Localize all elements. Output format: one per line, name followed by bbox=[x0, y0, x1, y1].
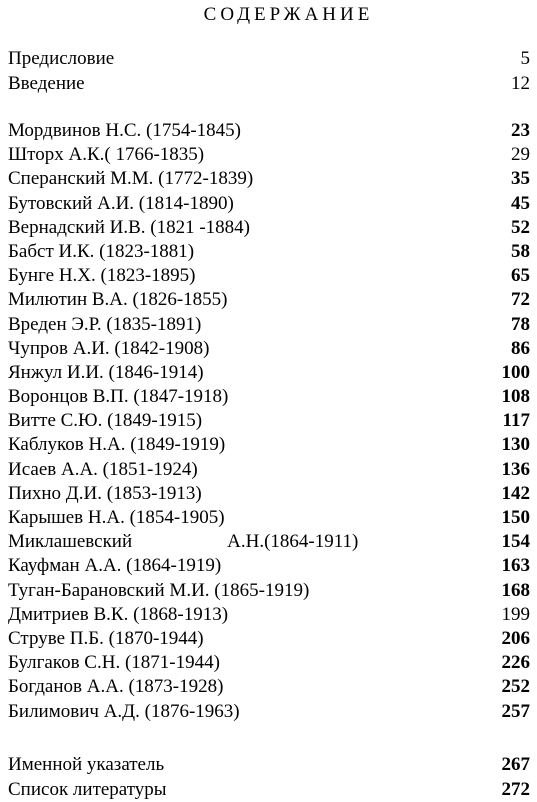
toc-entry-title: Список литературы bbox=[8, 779, 167, 800]
toc-row bbox=[8, 433, 530, 457]
toc-page-number: 267 bbox=[501, 754, 530, 775]
toc-entry-title: Именной указатель bbox=[8, 754, 165, 775]
toc-entry-title: Янжул И.И. (1846-1914) bbox=[8, 361, 204, 383]
toc-entry-title: Кауфман А.А. (1864-1919) bbox=[8, 555, 222, 577]
page-title: СОДЕРЖАНИЕ bbox=[203, 4, 374, 25]
toc-page-number: 136 bbox=[501, 458, 530, 480]
toc-row bbox=[8, 554, 530, 578]
toc-row bbox=[8, 579, 530, 603]
toc-entry-title: Предисловие bbox=[8, 48, 115, 69]
toc-row bbox=[8, 46, 530, 71]
toc-row bbox=[8, 264, 530, 288]
toc-page-number: 108 bbox=[501, 386, 530, 408]
toc-page-number: 150 bbox=[501, 507, 530, 528]
toc-page-number: 226 bbox=[501, 652, 530, 674]
toc-entry-title: Карышев Н.А. (1854-1905) bbox=[8, 507, 225, 528]
toc-entry-title: Исаев А.А. (1851-1924) bbox=[8, 458, 198, 480]
toc-row bbox=[8, 675, 530, 699]
toc-row bbox=[8, 288, 530, 312]
toc-entry-title: Каблуков Н.А. (1849-1919) bbox=[8, 434, 226, 456]
toc-entry-title: Бунге Н.Х. (1823-1895) bbox=[8, 265, 196, 287]
toc-row bbox=[8, 192, 530, 216]
toc-row bbox=[8, 482, 530, 506]
toc-entry-title: Вреден Э.Р. (1835-1891) bbox=[8, 313, 202, 335]
toc-row bbox=[8, 385, 530, 409]
toc-row bbox=[8, 143, 530, 167]
toc-row bbox=[8, 71, 530, 96]
toc-page-number: 58 bbox=[511, 240, 530, 262]
toc-entry-title: Богданов А.А. (1873-1928) bbox=[8, 676, 224, 698]
toc-row bbox=[8, 240, 530, 264]
toc-entry-title: Струве П.Б. (1870-1944) bbox=[8, 627, 204, 649]
toc-page-number: 65 bbox=[511, 265, 530, 287]
toc-row bbox=[8, 119, 530, 143]
toc-page-number: 168 bbox=[501, 579, 530, 601]
toc-page-number: 199 bbox=[501, 603, 530, 625]
toc-page-number: 5 bbox=[520, 48, 530, 69]
toc-row bbox=[8, 409, 530, 433]
toc-row bbox=[8, 603, 530, 627]
toc-row bbox=[8, 627, 530, 651]
toc-page-number: 206 bbox=[501, 627, 530, 649]
toc-page-number: 78 bbox=[511, 313, 530, 335]
toc-entry-title: Вернадский И.В. (1821 -1884) bbox=[8, 216, 250, 238]
toc-entries-list bbox=[8, 119, 530, 724]
toc-page-number: 142 bbox=[501, 482, 530, 504]
toc-page-number: 117 bbox=[502, 410, 530, 432]
toc-page-number: 130 bbox=[501, 434, 530, 456]
toc-page-number: 35 bbox=[511, 168, 530, 190]
toc-entry-title: Дмитриев В.К. (1868-1913) bbox=[8, 603, 229, 625]
toc-entry-title: Булгаков С.Н. (1871-1944) bbox=[8, 652, 220, 674]
toc-entry-title: Бутовский А.И. (1814-1890) bbox=[8, 192, 234, 214]
toc-row bbox=[8, 458, 530, 482]
toc-entry-title: Миклашевский А.Н.(1864-1911) bbox=[8, 531, 359, 553]
toc-entry-title: Воронцов В.П. (1847-1918) bbox=[8, 386, 229, 408]
toc-row bbox=[8, 777, 530, 802]
toc-page-number: 12 bbox=[511, 73, 530, 94]
toc-row bbox=[8, 506, 530, 530]
toc-entry-title: Витте С.Ю. (1849-1915) bbox=[8, 410, 203, 432]
toc-page-number: 72 bbox=[511, 289, 530, 311]
toc-page-number: 163 bbox=[501, 555, 530, 577]
front-matter-list bbox=[8, 46, 530, 96]
toc-row bbox=[8, 313, 530, 337]
toc-row bbox=[8, 752, 530, 777]
toc-page-number: 45 bbox=[511, 192, 530, 214]
toc-row bbox=[8, 216, 530, 240]
toc-entry-title: Милютин В.А. (1826-1855) bbox=[8, 289, 228, 311]
toc-entry-title: Билимович А.Д. (1876-1963) bbox=[8, 700, 240, 722]
toc-row bbox=[8, 700, 530, 724]
toc-row bbox=[8, 651, 530, 675]
toc-entry-title: Сперанский М.М. (1772-1839) bbox=[8, 168, 254, 190]
toc-page-number: 23 bbox=[511, 120, 530, 141]
toc-entry-title: Бабст И.К. (1823-1881) bbox=[8, 240, 195, 262]
toc-entry-title: Шторх А.К.( 1766-1835) bbox=[8, 144, 205, 166]
toc-page-number: 272 bbox=[501, 779, 530, 800]
toc-row bbox=[8, 167, 530, 191]
toc-page-number: 257 bbox=[501, 700, 530, 722]
toc-entry-title: Введение bbox=[8, 73, 85, 94]
back-matter-list bbox=[8, 752, 530, 802]
toc-entry-title: Туган-Барановский М.И. (1865-1919) bbox=[8, 579, 310, 601]
toc-row bbox=[8, 337, 530, 361]
toc-row bbox=[8, 530, 530, 554]
toc-page-number: 52 bbox=[511, 216, 530, 238]
toc-entry-title: Чупров А.И. (1842-1908) bbox=[8, 337, 210, 359]
toc-page-number: 86 bbox=[511, 337, 530, 359]
toc-row bbox=[8, 361, 530, 385]
toc-page-number: 100 bbox=[501, 361, 530, 383]
toc-entry-title: Пихно Д.И. (1853-1913) bbox=[8, 482, 202, 504]
toc-page-number: 252 bbox=[501, 676, 530, 698]
toc-entry-title: Мордвинов Н.С. (1754-1845) bbox=[8, 120, 241, 141]
toc-page-number: 29 bbox=[511, 144, 530, 166]
toc-page-number: 154 bbox=[501, 531, 530, 553]
